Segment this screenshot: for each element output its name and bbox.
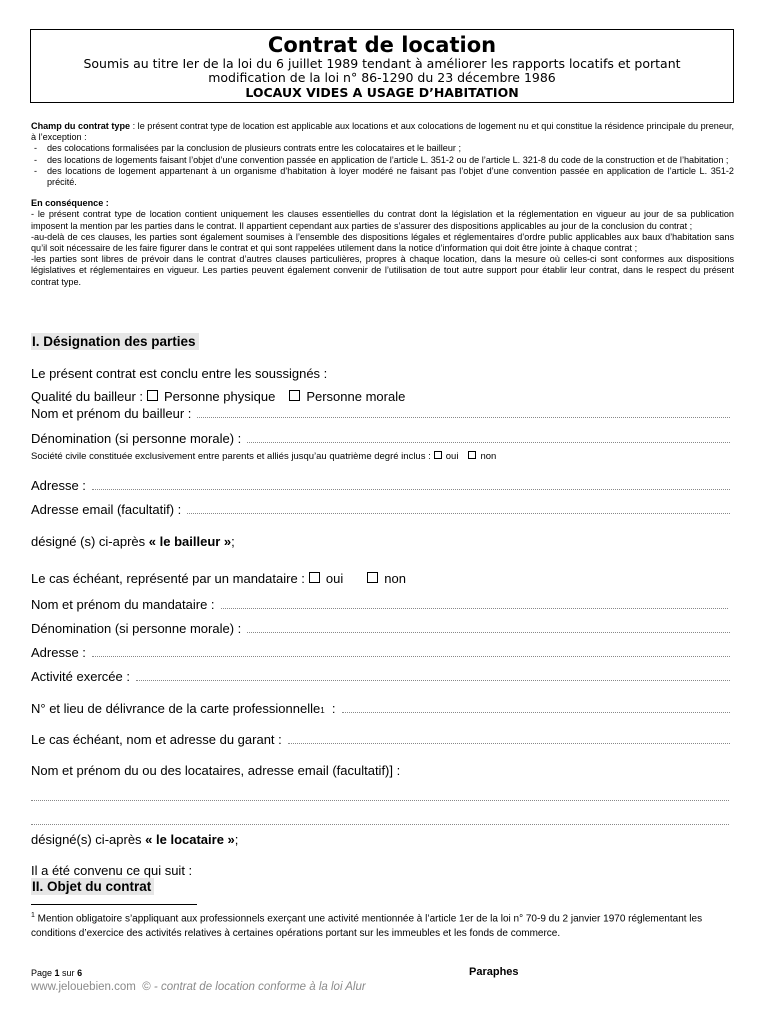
champ-paragraph <box>31 121 734 143</box>
footnote: $^1$ Mention obligatoire s’appliquant aux professionnels exerçant une activité mentionnée à l’article 1er de la loi n° 70-9 du 2 janvier 1970 réglementant les conditions d’exercice des activités relatives à certaines opérations portant sur les immeubles et les fonds de commerce. <box>31 912 703 940</box>
qualite-label: Qualité du bailleur : <box>31 389 144 404</box>
activite-field[interactable] <box>136 669 730 681</box>
consequence-paragraph: -les parties sont libres de prévoir dans le contrat d’autres clauses particulières, propres à chaque location, dans la mesure où celles-ci sont conformes aux dispositions législatives et réglementaires en vigueur. Les parties peuvent également convenir de l’utilisation de tout autre support pour établir leur contrat, dans le respect du présent contrat type. <box>31 254 734 287</box>
designe-locataire: désigné(s) ci-après « le locataire » ; <box>31 832 239 847</box>
champ-text: : le présent contrat type de location est applicable aux locations et aux colocations de logement nu et qui constitue la résidence principale du preneur, à l’exception : <box>31 121 734 143</box>
locataires-field-2[interactable] <box>31 824 729 825</box>
intro-text <box>31 121 734 288</box>
denomination-mandataire-row: Dénomination (si personne morale) : <box>31 621 730 637</box>
adresse-bailleur-field[interactable] <box>92 478 730 490</box>
adresse-bailleur-row: Adresse : <box>31 478 730 494</box>
footer-site: www.jelouebien.com © - contrat de location conforme à la loi Alur <box>31 981 366 993</box>
email-bailleur-row: Adresse email (facultatif) : <box>31 502 730 518</box>
section-heading-objet: II. Objet du contrat <box>31 878 154 895</box>
document-subtitle-1: Soumis au titre Ier de la loi du 6 juillet 1989 tendant à améliorer les rapports locatifs et portant <box>83 56 681 71</box>
champ-label: Champ du contrat type <box>31 121 131 131</box>
locataires-field-1[interactable] <box>31 800 729 801</box>
personne-physique-label: Personne physique <box>164 389 276 404</box>
qualite-bailleur-row <box>31 389 405 405</box>
adresse-mandataire-field[interactable] <box>92 645 730 657</box>
personne-morale-checkbox[interactable] <box>289 390 300 401</box>
mandataire-non-checkbox[interactable] <box>367 572 378 583</box>
carte-pro-row: N° et lieu de délivrance de la carte professionnelle 1 : <box>31 701 730 719</box>
convenu-text: Il a été convenu ce qui suit : <box>31 863 193 878</box>
designe-bailleur: désigné (s) ci-après « le bailleur » ; <box>31 534 235 549</box>
activite-row: Activité exercée : <box>31 669 730 685</box>
garant-row: Le cas échéant, nom et adresse du garant : <box>31 732 730 748</box>
list-item: - des locations de logement appartenant à un organisme d’habitation à loyer modéré ne faisant pas l’objet d’une convention passée en application de l’article L. 351-2 précité. <box>34 165 734 188</box>
mandataire-oui-checkbox[interactable] <box>309 572 320 583</box>
consequence-label: En conséquence : <box>31 198 109 209</box>
list-item: - des locations de logements faisant l’objet d’une convention passée en application de l’article L. 351-2 ou de l’article L. 321-8 du code de la construction et de l’habitation ; <box>34 154 729 165</box>
email-bailleur-field[interactable] <box>187 502 730 514</box>
consequence-paragraph: -au-delà de ces clauses, les parties sont également soumises à l’ensemble des dispositions légales et réglementaires d’ordre public applicables aux baux d’habitation sans qu’il soit nécessaire de les faire figurer dans le contrat et qui sont rappelées utilement dans la notice d’information qui doit être jointe à chaque contrat ; <box>31 231 734 254</box>
consequence-paragraph: - le présent contrat type de location contient uniquement les clauses essentielles du contrat dont la législation et la réglementation en vigueur au jour de sa publication imposent la mention par les parties dans le contrat. Il appartient cependant aux parties de s’assurer des dispositions applicables au jour de la conclusion du contrat ; <box>31 209 734 231</box>
parties-intro: Le présent contrat est conclu entre les soussignés : <box>31 366 328 381</box>
adresse-mandataire-row: Adresse : <box>31 645 730 661</box>
document-title: Contrat de location <box>267 33 497 57</box>
denomination-bailleur-row: Dénomination (si personne morale) : <box>31 431 730 447</box>
nom-mandataire-field[interactable] <box>221 597 728 609</box>
nom-mandataire-row: Nom et prénom du mandataire : <box>31 597 728 613</box>
carte-pro-field[interactable] <box>342 701 730 713</box>
site-link[interactable]: www.jelouebien.com <box>31 981 136 993</box>
denomination-bailleur-field[interactable] <box>247 431 730 443</box>
document-type: LOCAUX VIDES A USAGE D’HABITATION <box>245 85 519 100</box>
page-number: Page 1 sur 6 <box>31 968 83 978</box>
sci-non-checkbox[interactable] <box>468 451 476 459</box>
exceptions-list <box>31 143 734 188</box>
personne-morale-label: Personne morale <box>306 389 406 404</box>
garant-field[interactable] <box>288 732 730 744</box>
list-item: - des colocations formalisées par la conclusion de plusieurs contrats entre les colocataires et le bailleur ; <box>34 143 461 154</box>
nom-bailleur-field[interactable] <box>197 406 730 418</box>
locataires-label: Nom et prénom du ou des locataires, adresse email (facultatif)] : <box>31 763 401 778</box>
personne-physique-checkbox[interactable] <box>147 390 158 401</box>
mandataire-row: Le cas échéant, représenté par un mandataire : oui non <box>31 571 406 586</box>
section-heading-parties: I. Désignation des parties <box>31 333 199 350</box>
denomination-mandataire-field[interactable] <box>247 621 730 633</box>
document-title-box <box>30 29 734 103</box>
document-subtitle-2: modification de la loi n° 86-1290 du 23 décembre 1986 <box>208 70 556 85</box>
sci-row: Société civile constituée exclusivement entre parents et alliés jusqu’au quatrième degré inclus : oui non <box>31 451 497 462</box>
nom-bailleur-row: Nom et prénom du bailleur : <box>31 406 730 422</box>
paraphes-label: Paraphes <box>469 966 519 978</box>
sci-oui-checkbox[interactable] <box>434 451 442 459</box>
footnote-ref: 1 <box>320 706 325 715</box>
footnote-divider <box>31 904 197 905</box>
